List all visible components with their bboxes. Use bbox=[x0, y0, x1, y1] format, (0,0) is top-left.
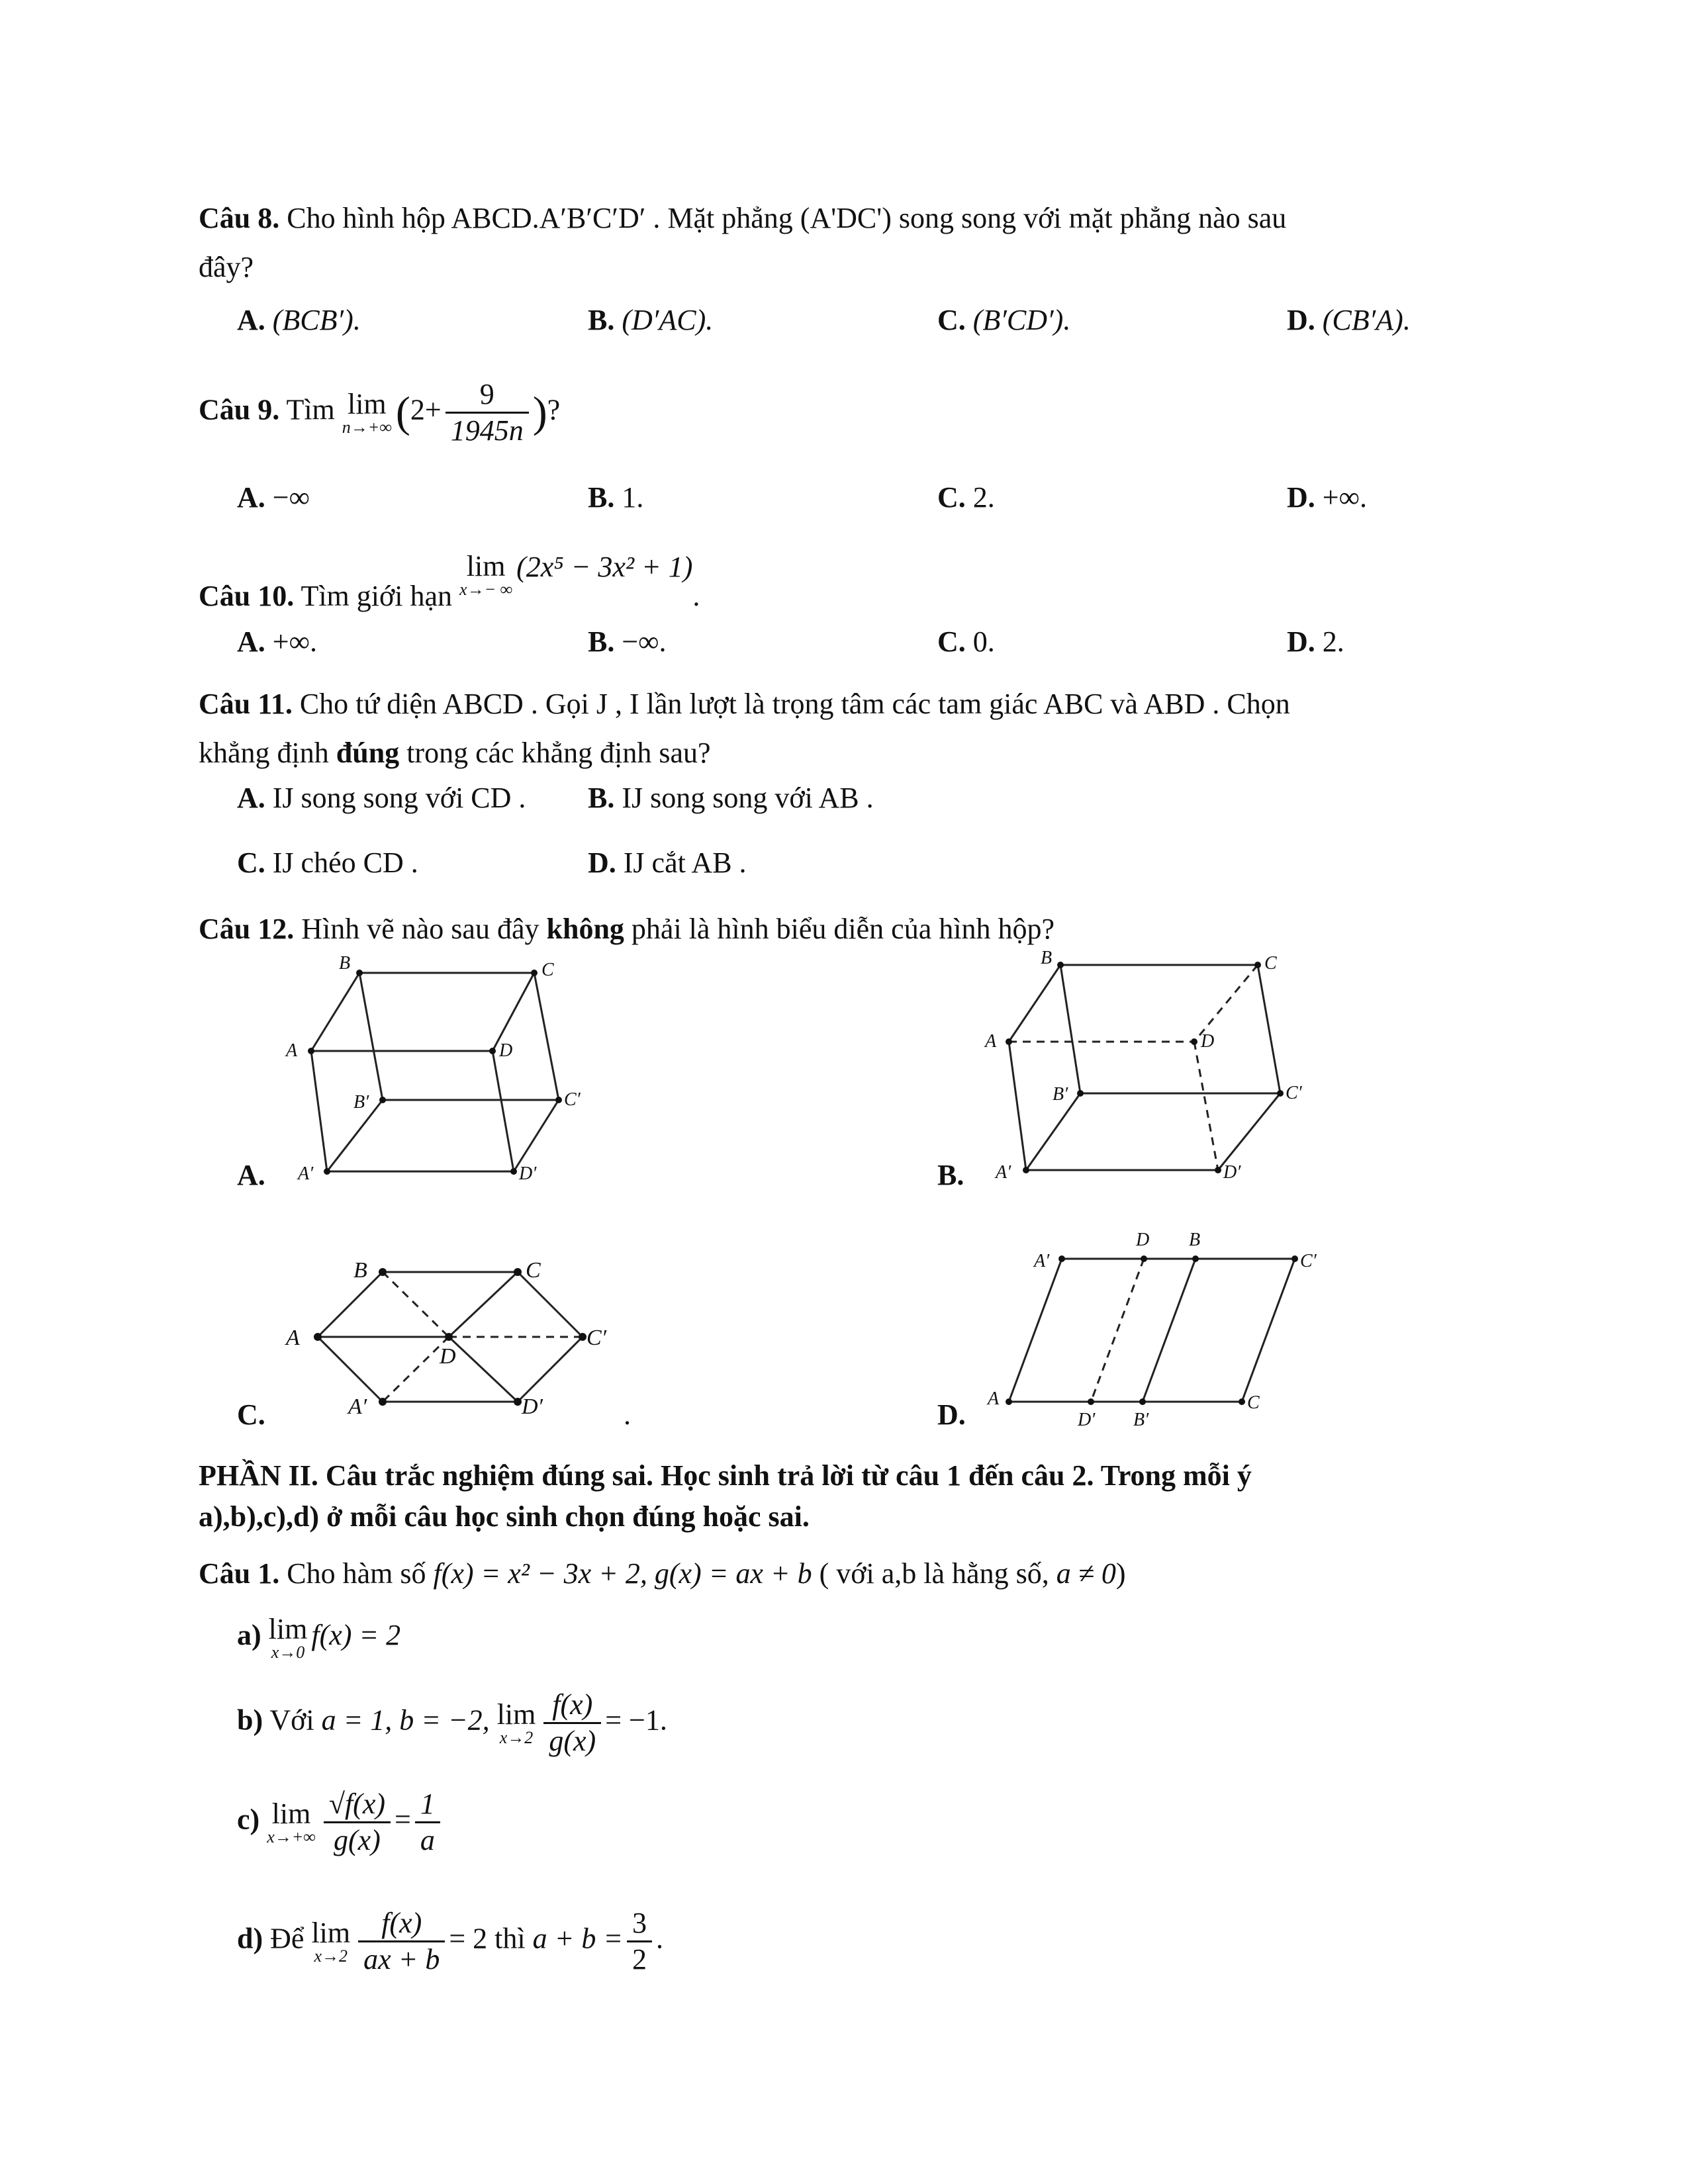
q10-option-c[interactable]: C. 0. bbox=[937, 625, 995, 658]
fig-d-vertex-b2: B′ bbox=[1133, 1410, 1149, 1430]
q9-limit: lim n→+∞ bbox=[342, 387, 392, 437]
q10-option-b[interactable]: B. −∞. bbox=[588, 625, 667, 658]
fig-a-vertex-c: C bbox=[541, 960, 554, 980]
fig-b-vertex-a2: A′ bbox=[996, 1162, 1011, 1183]
fig-a-vertex-a2: A′ bbox=[298, 1163, 314, 1184]
fig-c-vertex-d2: D′ bbox=[522, 1394, 543, 1419]
q9-option-a[interactable]: A. −∞ bbox=[237, 481, 310, 514]
q12-label: Câu 12. bbox=[199, 913, 295, 945]
fig-b-vertex-d: D bbox=[1201, 1031, 1215, 1052]
fig-b-vertex-b2: B′ bbox=[1053, 1084, 1068, 1105]
fig-d-vertex-c2: C′ bbox=[1300, 1251, 1317, 1271]
q9-line: Câu 9. Tìm lim n→+∞ (2+ $\frac{9}{1945n}$ )? bbox=[199, 378, 561, 447]
q8-line1 bbox=[199, 200, 1286, 237]
q10-option-a[interactable]: A. +∞. bbox=[237, 625, 317, 658]
q8-line2: đây? bbox=[199, 251, 254, 283]
fig-a-vertex-b: B bbox=[339, 953, 351, 974]
fig-a-vertex-a: A bbox=[286, 1040, 298, 1061]
fig-b-vertex-d2: D′ bbox=[1223, 1162, 1241, 1183]
fig-c-vertex-a: A bbox=[286, 1326, 300, 1350]
q10-label: Câu 10. bbox=[199, 580, 295, 613]
q10-line: Câu 10. Tìm giới hạn lim x→− ∞ (2x⁵ − 3x² + 1). bbox=[199, 550, 700, 613]
q9-option-b[interactable]: B. 1. bbox=[588, 481, 644, 514]
q11-label: Câu 11. bbox=[199, 688, 293, 720]
q8-option-a[interactable]: A. (BCB′). bbox=[237, 304, 361, 336]
q8-label: Câu 8. bbox=[199, 202, 280, 234]
fig-c-vertex-c2: C′ bbox=[586, 1326, 607, 1350]
part2-heading-line1: PHẦN II. Câu trắc nghiệm đúng sai. Học sinh trả lời từ câu 1 đến câu 2. Trong mỗi ý bbox=[199, 1459, 1252, 1492]
q11-option-a[interactable]: A. IJ song song với CD . bbox=[237, 782, 526, 814]
fig-b-vertex-a: A bbox=[985, 1031, 997, 1052]
fig-a-vertex-c2: C′ bbox=[564, 1089, 581, 1110]
fig-d-vertex-c: C bbox=[1247, 1392, 1260, 1413]
c1-statement-d[interactable]: d) Để lim x→2 $\frac{f(x)}{ax + b}$ = 2 thì a + b = $\frac{3}{2}$ . bbox=[237, 1907, 664, 1976]
q12-option-b-label[interactable]: B. bbox=[937, 1159, 964, 1191]
c1-functions: f(x) = x² − 3x + 2, g(x) = ax + b bbox=[433, 1557, 812, 1590]
fig-c-vertex-b: B bbox=[353, 1258, 367, 1283]
fig-a-vertex-d2: D′ bbox=[519, 1163, 537, 1184]
q8-option-b[interactable]: B. (D′AC). bbox=[588, 304, 714, 336]
fig-d-vertex-a: A bbox=[988, 1388, 1000, 1409]
c1-statement-a[interactable]: a) lim x→0 f(x) = 2 bbox=[237, 1613, 401, 1662]
fig-b-vertex-c: C bbox=[1264, 953, 1277, 974]
c1-line: Câu 1. Cho hàm số f(x) = x² − 3x + 2, g(x) = ax + b ( với a,b là hằng số, a ≠ 0) bbox=[199, 1557, 1126, 1590]
fig-c-vertex-c: C bbox=[526, 1258, 541, 1283]
q11-option-d[interactable]: D. IJ cắt AB . bbox=[588, 846, 747, 879]
q12-option-c-label[interactable]: C. bbox=[237, 1398, 265, 1431]
fig-b-vertex-b: B bbox=[1041, 948, 1053, 968]
q11-line1: Câu 11. Cho tứ diện ABCD . Gọi J , I lần lượt là trọng tâm các tam giác ABC và ABD . Chọn bbox=[199, 688, 1290, 720]
c1-statement-b[interactable]: b) Với a = 1, b = −2, lim x→2 $\frac{f(x)}{g(x)}$ = −1. bbox=[237, 1688, 667, 1757]
figure-a-box[interactable] bbox=[278, 953, 596, 1198]
q12-line: Câu 12. Hình vẽ nào sau đây không phải là hình biểu diễn của hình hộp? bbox=[199, 913, 1055, 945]
q12-trailing-dot: . bbox=[624, 1398, 631, 1431]
fig-d-vertex-d: D bbox=[1136, 1230, 1150, 1250]
q9-label: Câu 9. bbox=[199, 393, 280, 426]
q12-option-a-label[interactable]: A. bbox=[237, 1159, 265, 1191]
q12-option-d-label[interactable]: D. bbox=[937, 1398, 966, 1431]
q11-option-b[interactable]: B. IJ song song với AB . bbox=[588, 782, 874, 814]
q11-option-c[interactable]: C. IJ chéo CD . bbox=[237, 846, 418, 879]
q8-option-c[interactable]: C. (B′CD′). bbox=[937, 304, 1071, 336]
fig-c-vertex-d: D bbox=[440, 1344, 456, 1369]
part2-heading-line2: a),b),c),d) ở mỗi câu học sinh chọn đúng hoặc sai. bbox=[199, 1500, 810, 1533]
q8-text: Cho hình hộp ABCD.A′B′C′D′ . Mặt phẳng (A'DC') song song với mặt phẳng nào sau bbox=[279, 202, 1287, 234]
c1-statement-c[interactable]: c) lim x→+∞ $\frac{√f(x)}{g(x)}$ = $\frac{1}{a}$ bbox=[237, 1787, 444, 1858]
q10-expression: (2x⁵ − 3x² + 1) bbox=[516, 551, 693, 584]
figure-c-box[interactable] bbox=[278, 1244, 635, 1443]
fig-a-vertex-b2: B′ bbox=[353, 1092, 369, 1113]
figure-b-box[interactable] bbox=[980, 946, 1317, 1198]
c1-label: Câu 1. bbox=[199, 1557, 280, 1590]
q9-option-c[interactable]: C. 2. bbox=[937, 481, 995, 514]
fig-d-vertex-b: B bbox=[1189, 1230, 1201, 1250]
fig-d-vertex-d2: D′ bbox=[1078, 1410, 1096, 1430]
fig-b-vertex-c2: C′ bbox=[1286, 1083, 1302, 1103]
q11-line2: khẳng định đúng trong các khẳng định sau? bbox=[199, 737, 711, 769]
fig-d-vertex-a2: A′ bbox=[1034, 1251, 1050, 1271]
q9-option-d[interactable]: D. +∞. bbox=[1287, 481, 1367, 514]
q10-option-d[interactable]: D. 2. bbox=[1287, 625, 1344, 658]
q10-limit: lim x→− ∞ bbox=[459, 550, 513, 599]
q8-option-d[interactable]: D. (CB′A). bbox=[1287, 304, 1411, 336]
q9-fraction: $\frac{9}{1945n}$ bbox=[445, 377, 529, 448]
fig-c-vertex-a2: A′ bbox=[348, 1394, 367, 1419]
fig-a-vertex-d: D bbox=[499, 1040, 513, 1061]
figure-d-parallelogram[interactable] bbox=[980, 1224, 1331, 1430]
